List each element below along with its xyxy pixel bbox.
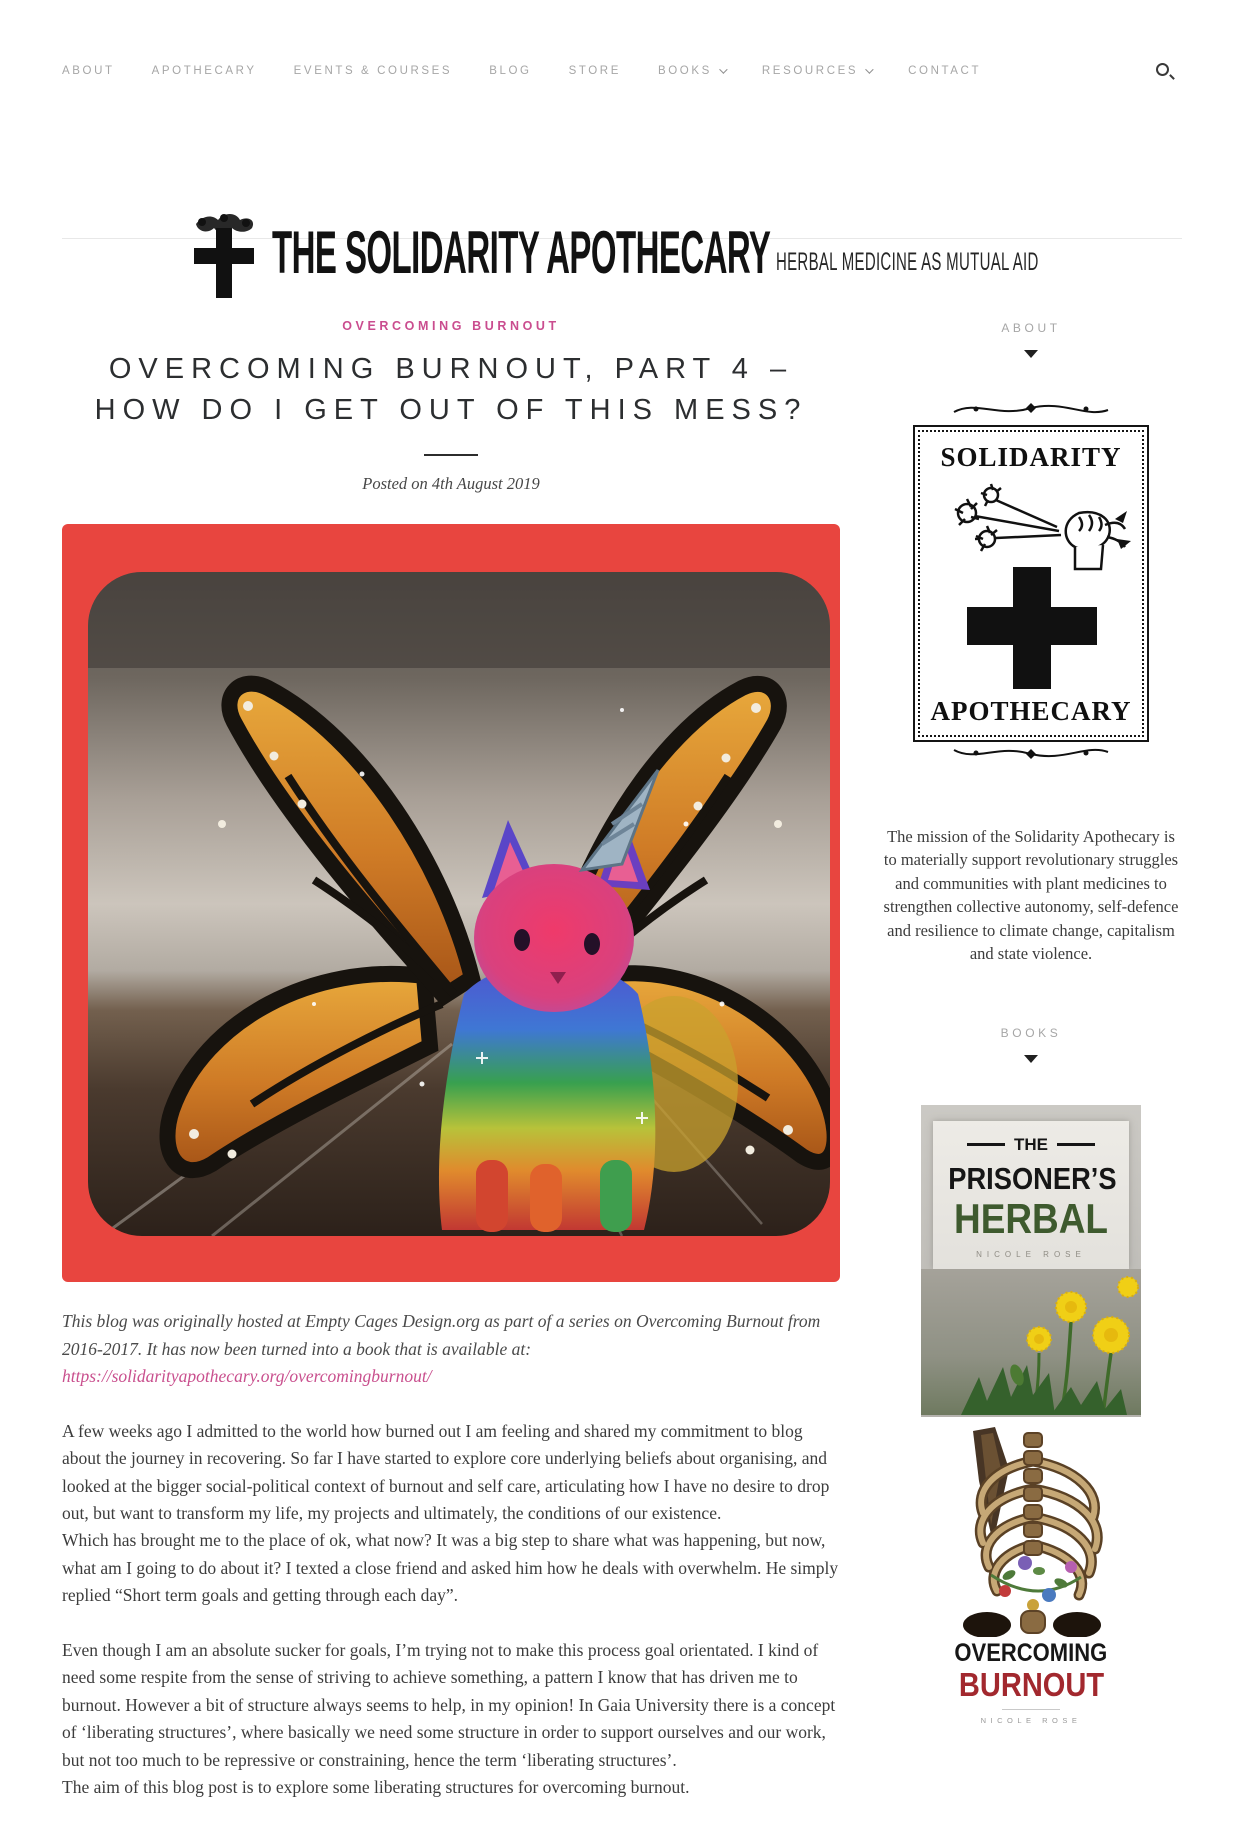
dash-left (967, 1143, 1005, 1146)
site-tagline: HERBAL MEDICINE AS MUTUAL AID (776, 248, 1039, 276)
sidebar-heading-books: BOOKS (1000, 1025, 1062, 1040)
sidebar (880, 319, 1182, 1829)
post-date: Posted on 4th August 2019 (362, 474, 540, 494)
solidarity-apothecary-poster (913, 398, 1149, 769)
nav-item-blog[interactable] (489, 65, 531, 77)
blog-post (62, 319, 840, 1829)
search-handle (1169, 74, 1175, 80)
site-logo-cross-icon[interactable] (188, 210, 260, 311)
chevron-down-icon (865, 65, 873, 73)
nav-item-about[interactable] (62, 65, 115, 77)
paragraph-1 (62, 1418, 840, 1610)
post-body (62, 1308, 840, 1802)
book1-title-line2: HERBAL (954, 1194, 1108, 1242)
paragraph-2-part-2: The aim of this blog post is to explore some liberating structures for overcoming burnout. (62, 1777, 690, 1798)
ribcage-flowers-art (921, 1425, 1141, 1637)
search-icon[interactable] (1154, 60, 1176, 82)
sidebar-heading-about: ABOUT (1001, 321, 1061, 335)
nav-item-books[interactable] (658, 65, 725, 77)
book2-title-line1: OVERCOMING (954, 1638, 1108, 1667)
nav-label: BLOG (489, 65, 532, 77)
nav-item-store[interactable] (569, 65, 621, 77)
nav-label: ABOUT (62, 65, 115, 77)
search-lens (1156, 63, 1169, 76)
dash-right (1057, 1143, 1095, 1146)
book1-pre: THE (1014, 1134, 1048, 1154)
chevron-down-icon (719, 65, 727, 73)
caret-down-icon[interactable] (1024, 1055, 1038, 1063)
poster-frame (913, 425, 1149, 742)
book-cover-overcoming-burnout[interactable] (921, 1425, 1141, 1741)
nav-item-contact[interactable] (908, 65, 981, 77)
site-title[interactable]: THE SOLIDARITY APOTHECARY (272, 219, 771, 286)
caret-down-icon[interactable] (1024, 350, 1038, 358)
paragraph-2-part-1: Even though I am an absolute sucker for goals, I’m trying not to make this process goal orientated. I kind of need some respite from the sense of striving to achieve something, a pattern I know that has driven me to burnout. However a bit of structure always seems to help, in my opinion! In Gaia University there is a concept of ‘liberating structures’, where basically we need some structure in order to support ourselves and our work, but not too much to be repressive or constraining, hence the term ‘liberating structures’. (62, 1639, 836, 1770)
dandelion-photo (921, 1269, 1141, 1415)
paragraph-1-part-2: Which has brought me to the place of ok, what now? It was a big step to share what was happening, but now, what am I going to do about it? I texted a close friend and asked him how he deals with overwhelm. He simply replied “Short term goals and getting through each day”. (62, 1530, 839, 1606)
flourish-top-icon (946, 398, 1116, 420)
top-navigation (0, 0, 1240, 82)
book1-title-panel (933, 1121, 1129, 1269)
paragraph-2 (62, 1637, 840, 1802)
nav-label: APOTHECARY (151, 65, 257, 77)
nav-item-events-courses[interactable] (294, 65, 453, 77)
site-masthead (0, 88, 1240, 286)
nav-label: CONTACT (908, 65, 982, 77)
paragraph-1-part-1: A few weeks ago I admitted to the world how burned out I am feeling and shared my commitment to blog about the journey in recovering. So far I have started to explore core underlying beliefs about organising, and looked at the bigger social-political context of burnout and self care, articulating how I have no desire to drop out, but want to transform my life, my projects and ultimately, the conditions of our existence. (62, 1420, 830, 1523)
poster-word-solidarity: SOLIDARITY (940, 442, 1122, 472)
nav-item-apothecary[interactable] (152, 65, 257, 77)
book1-the-row (937, 1135, 1125, 1155)
post-category-link[interactable]: OVERCOMING BURNOUT (342, 319, 560, 333)
featured-image-rainbow-cat-sticker (62, 524, 840, 1282)
flourish-bottom-icon (946, 742, 1116, 764)
post-title-line1: OVERCOMING BURNOUT, PART 4 – (108, 353, 794, 385)
intro-text: This blog was originally hosted at Empty Cages Design.org as part of a series on Overcoming Burnout from 2016-2017. It has now been turned into a book that is available at: (62, 1311, 821, 1359)
mission-statement: The mission of the Solidarity Apothecary is to materially support revolutionary struggles and communities with plant medicines to strengthen collective autonomy, self-defence and resilience to climate change, capitalism and state violence. (883, 827, 1179, 964)
post-title-line2: HOW DO I GET OUT OF THIS MESS? (94, 393, 808, 426)
poster-word-apothecary: APOTHECARY (930, 696, 1132, 726)
nav-menu (62, 65, 981, 77)
intro-paragraph (62, 1308, 840, 1390)
title-divider (424, 454, 478, 456)
book2-author: NICOLE ROSE (980, 1715, 1082, 1725)
book-cover-prisoners-herbal[interactable] (921, 1105, 1141, 1417)
nav-item-resources[interactable] (762, 65, 871, 77)
book1-author: NICOLE ROSE (976, 1249, 1086, 1259)
book2-divider (1002, 1709, 1060, 1710)
nav-label: BOOKS (657, 65, 712, 77)
post-title (62, 349, 840, 430)
fist-flowers-cross-art (929, 473, 1133, 691)
overcoming-burnout-link[interactable]: https://solidarityapothecary.org/overcomingburnout/ (62, 1366, 432, 1387)
nav-label: RESOURCES (761, 65, 859, 77)
nav-label: EVENTS & COURSES (293, 65, 453, 77)
book1-title-line1: PRISONER’S (948, 1160, 1117, 1196)
nav-label: STORE (568, 65, 621, 77)
book2-title-line2: BURNOUT (958, 1665, 1104, 1703)
